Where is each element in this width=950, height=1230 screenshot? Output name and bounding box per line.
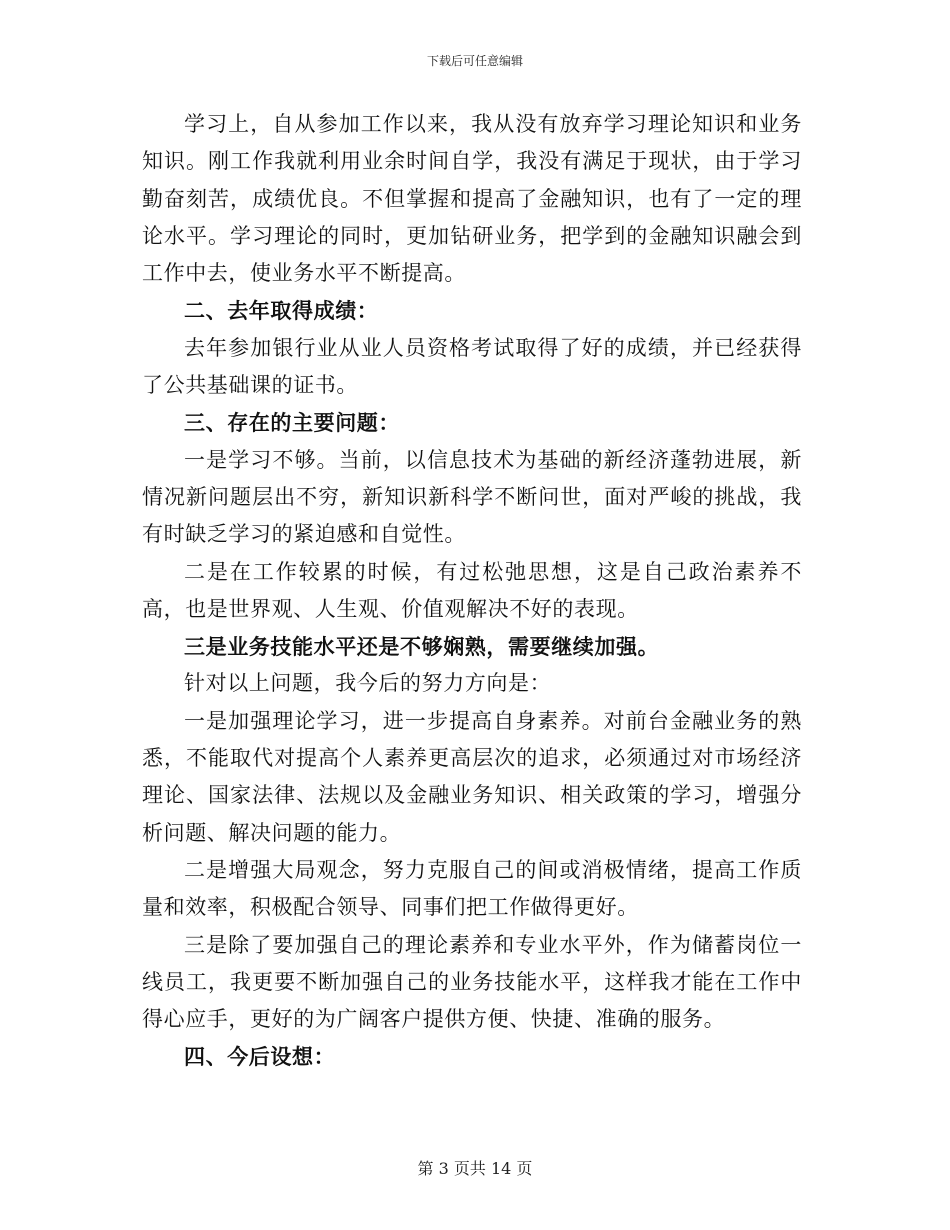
heading-future-plans: 四、今后设想：: [184, 1044, 336, 1070]
paragraph-study: 学习上，自从参加工作以来，我从没有放弃学习理论知识和业务知识。刚工作我就利用业余时间自学，我没有满足于现状，由于学习勤奋刻苦，成绩优良。不但掌握和提高了金融知识，也有了一定的理论水平。学习理论的同时，更加钻研业务，把学到的金融知识融会到工作中去，使业务水平不断提高。: [142, 112, 802, 286]
page-footer: 第 3 页共 14 页: [417, 1159, 533, 1178]
document-body: [142, 106, 802, 1076]
paragraph-direction-two: 二是增强大局观念，努力克服自己的间或消极情绪，提高工作质量和效率，积极配合领导、同事们把工作做得更好。: [142, 857, 802, 920]
heading-main-problems: 三、存在的主要问题：: [184, 410, 400, 436]
page-header: 下载后可任意编辑: [426, 54, 523, 68]
heading-last-year-achievements: 二、去年取得成绩：: [184, 298, 379, 324]
paragraph-direction-three: 三是除了要加强自己的理论素养和专业水平外，作为储蓄岗位一线员工，我更要不断加强自己的业务技能水平，这样我才能在工作中得心应手，更好的为广阔客户提供方便、快捷、准确的服务。: [142, 932, 802, 1032]
paragraph-problem-two: 二是在工作较累的时候，有过松弛思想，这是自己政治素养不高，也是世界观、人生观、价值观解决不好的表现。: [142, 559, 802, 621]
paragraph-direction-intro: 针对以上问题，我今后的努力方向是：: [184, 671, 552, 696]
paragraph-achievements: 去年参加银行业从业人员资格考试取得了好的成绩，并已经获得了公共基础课的证书。: [142, 335, 802, 398]
paragraph-direction-one: 一是加强理论学习，进一步提高自身素养。对前台金融业务的熟悉，不能取代对提高个人素养更高层次的追求，必须通过对市场经济理论、国家法律、法规以及金融业务知识、相关政策的学习，增强分析问题、解决问题的能力。: [142, 708, 802, 845]
paragraph-problem-one: 一是学习不够。当前，以信息技术为基础的新经济蓬勃进展，新情况新问题层出不穷，新知识新科学不断问世，面对严峻的挑战，我有时缺乏学习的紧迫感和自觉性。: [142, 447, 802, 547]
heading-problem-three: 三是业务技能水平还是不够娴熟，需要继续加强。: [184, 634, 660, 660]
